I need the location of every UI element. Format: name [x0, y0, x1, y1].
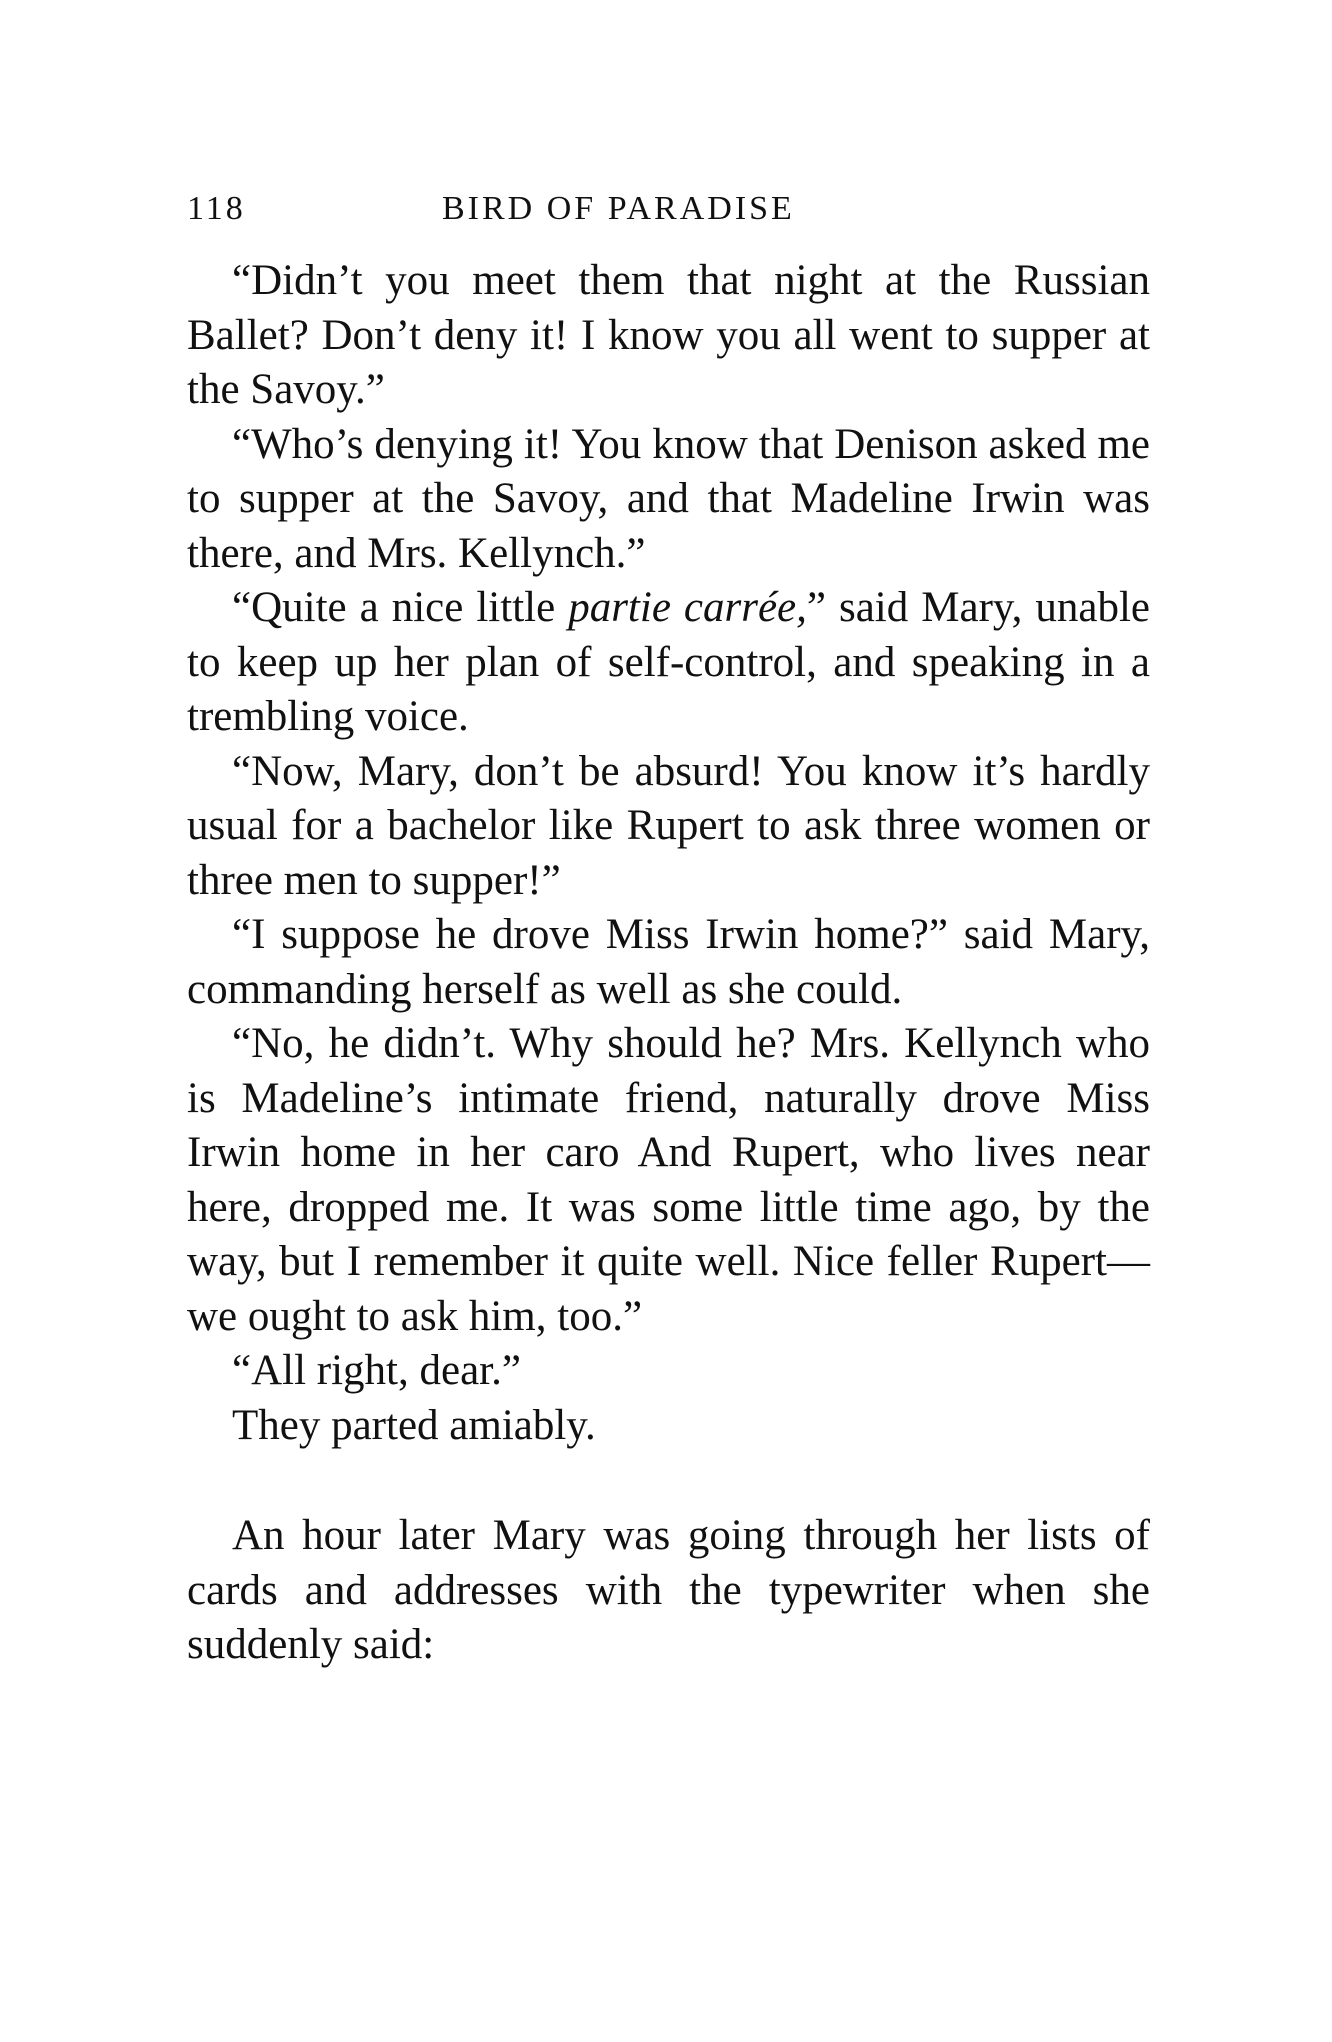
paragraph: [187, 581, 1150, 745]
paragraph: “Who’s denying it! You know that Denison asked me to supper at the Savoy, and that Madeline Irwin was there, and Mrs. Kellynch.”: [187, 420, 1150, 577]
paragraph-text: ” said Mary, unable to keep up her plan of self-control, and speaking in a trembling voice.: [187, 584, 1150, 740]
book-page: [187, 190, 1150, 1673]
paragraph: “I suppose he drove Miss Irwin home?” said Mary, commanding herself as well as she could.: [187, 911, 1150, 1013]
paragraph: “Now, Mary, don’t be absurd! You know it’s hardly usual for a bachelor like Rupert to ask three women or three men to supper!”: [187, 747, 1150, 904]
paragraph: “Didn’t you meet them that night at the Russian Ballet? Don’t deny it! I know you all went to supper at the Savoy.”: [187, 257, 1150, 413]
page-number: 118: [187, 190, 246, 227]
paragraph: They parted amiably.: [232, 1401, 596, 1449]
paragraph: “All right, dear.”: [232, 1347, 521, 1394]
running-title: BIRD OF PARADISE: [442, 190, 795, 227]
page-body: [187, 254, 1150, 1673]
paragraph: An hour later Mary was going through her lists of cards and addresses with the typewriter when she suddenly said:: [187, 1512, 1150, 1668]
paragraph-text: “Quite a nice little: [232, 584, 569, 631]
running-head: [187, 190, 1150, 242]
italic-phrase: partie carrée,: [568, 584, 807, 631]
section-break: [187, 1453, 1150, 1509]
paragraph: “No, he didn’t. Why should he? Mrs. Kellynch who is Madeline’s intimate friend, naturally drove Miss Irwin home in her caro And Rupert, who lives near here, dropped me. It was some little time ago, by the way, but I remember it quite well. Nice feller Rupert—we ought to ask him, too.”: [187, 1020, 1150, 1340]
